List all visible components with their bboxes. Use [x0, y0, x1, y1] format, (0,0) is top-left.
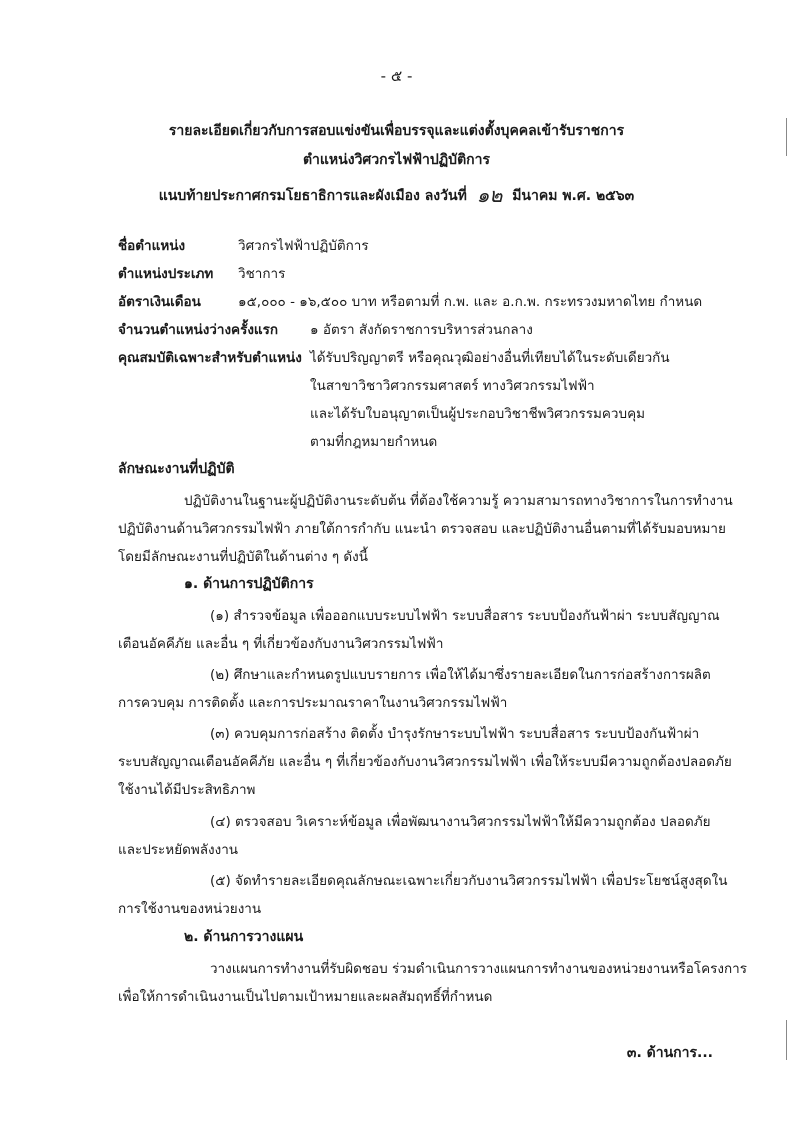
item-3-line-2: ระบบสัญญาณเตือนอัคคีภัย และอื่น ๆ ที่เกี่ยวข้องกับงานวิศวกรรมไฟฟ้า เพื่อให้ระบบมีความถูกต้องปลอดภัย: [118, 754, 732, 770]
item-1-line-1: (๑) สำรวจข้อมูล เพื่อออกแบบระบบไฟฟ้า ระบบสื่อสาร ระบบป้องกันฟ้าผ่า ระบบสัญญาณ: [210, 608, 720, 624]
scan-edge-mark: [786, 118, 787, 156]
continued-marker: ๓. ด้านการ...: [626, 1045, 713, 1061]
section-1-heading: ๑. ด้านการปฏิบัติการ: [184, 576, 314, 592]
job-heading: ลักษณะงานที่ปฏิบัติ: [118, 461, 235, 477]
item-3-line-1: (๓) ควบคุมการก่อสร้าง ติดตั้ง บำรุงรักษาระบบไฟฟ้า ระบบสื่อสาร ระบบป้องกันฟ้าผ่า: [210, 726, 700, 742]
job-intro-line: ปฏิบัติงานในฐานะผู้ปฏิบัติงานระดับต้น ที่ต้องใช้ความรู้ ความสามารถทางวิชาการในการทำงาน: [184, 493, 733, 509]
item-3-line-3: ใช้งานได้มีประสิทธิภาพ: [118, 782, 256, 798]
scan-edge-mark: [786, 1020, 787, 1060]
position-label: ชื่อตำแหน่ง: [118, 238, 186, 254]
type-label: ตำแหน่งประเภท: [118, 266, 214, 282]
item-4-line-1: (๔) ตรวจสอบ วิเคราะห์ข้อมูล เพื่อพัฒนางานวิศวกรรมไฟฟ้าให้มีความถูกต้อง ปลอดภัย: [210, 814, 711, 830]
item-2-line-1: (๒) ศึกษาและกำหนดรูปแบบรายการ เพื่อให้ได้มาซึ่งรายละเอียดในการก่อสร้างการผลิต: [210, 667, 711, 683]
qualification-line: และได้รับใบอนุญาตเป็นผู้ประกอบวิชาชีพวิศวกรรมควบคุม: [310, 406, 645, 422]
item-5-line-2: การใช้งานของหน่วยงาน: [118, 901, 262, 917]
position-value: วิศวกรไฟฟ้าปฏิบัติการ: [238, 238, 369, 254]
header-line-2: ตำแหน่งวิศวกรไฟฟ้าปฏิบัติการ: [302, 152, 491, 168]
item-2-line-2: การควบคุม การติดตั้ง และการประมาณราคาในงานวิศวกรรมไฟฟ้า: [118, 695, 508, 711]
qualification-line: ตามที่กฎหมายกำหนด: [310, 434, 438, 450]
qualification-line: ได้รับปริญญาตรี หรือคุณวุฒิอย่างอื่นที่เทียบได้ในระดับเดียวกัน: [310, 350, 670, 366]
page-number: - ๕ -: [380, 67, 413, 85]
section-2-heading: ๒. ด้านการวางแผน: [184, 929, 304, 945]
planning-line: วางแผนการทำงานที่รับผิดชอบ ร่วมดำเนินการวางแผนการทำงานของหน่วยงานหรือโครงการ: [210, 961, 747, 977]
type-value: วิชาการ: [238, 266, 286, 282]
vacancy-value: ๑ อัตรา สังกัดราชการบริหารส่วนกลาง: [310, 322, 533, 338]
item-4-line-2: และประหยัดพลังงาน: [118, 842, 239, 858]
item-1-line-2: เตือนอัคคีภัย และอื่น ๆ ที่เกี่ยวข้องกับงานวิศวกรรมไฟฟ้า: [118, 636, 444, 652]
handwritten-date-day: ๑๒: [476, 183, 503, 207]
item-5-line-1: (๕) จัดทำรายละเอียดคุณลักษณะเฉพาะเกี่ยวกับงานวิศวกรรมไฟฟ้า เพื่อประโยชน์สูงสุดใน: [210, 873, 728, 889]
job-intro-line: โดยมีลักษณะงานที่ปฏิบัติในด้านต่าง ๆ ดังนี้: [118, 549, 368, 565]
qualification-line: ในสาขาวิชาวิศวกรรมศาสตร์ ทางวิศวกรรมไฟฟ้า: [310, 378, 595, 394]
salary-label: อัตราเงินเดือน: [118, 294, 201, 310]
planning-line: เพื่อให้การดำเนินงานเป็นไปตามเป้าหมายและผลสัมฤทธิ์ที่กำหนด: [118, 989, 493, 1005]
job-intro-line: ปฏิบัติงานด้านวิศวกรรมไฟฟ้า ภายใต้การกำกับ แนะนำ ตรวจสอบ และปฏิบัติงานอื่นตามที่ได้รับมอบหมาย: [118, 521, 726, 537]
header-line-3: [0, 177, 793, 209]
header-line-1: รายละเอียดเกี่ยวกับการสอบแข่งขันเพื่อบรรจุและแต่งตั้งบุคคลเข้ารับราชการ: [168, 123, 625, 139]
qualification-label: คุณสมบัติเฉพาะสำหรับตำแหน่ง: [118, 350, 302, 366]
header-line-3-prefix: แนบท้ายประกาศกรมโยธาธิการและผังเมือง ลงวันที่: [158, 188, 467, 204]
vacancy-label: จำนวนตำแหน่งว่างครั้งแรก: [118, 322, 279, 338]
salary-value: ๑๕,๐๐๐ - ๑๖,๕๐๐ บาท หรือตามที่ ก.พ. และ อ.ก.พ. กระทรวงมหาดไทย กำหนด: [238, 294, 703, 310]
header-line-3-suffix: มีนาคม พ.ศ. ๒๕๖๓: [512, 188, 635, 204]
